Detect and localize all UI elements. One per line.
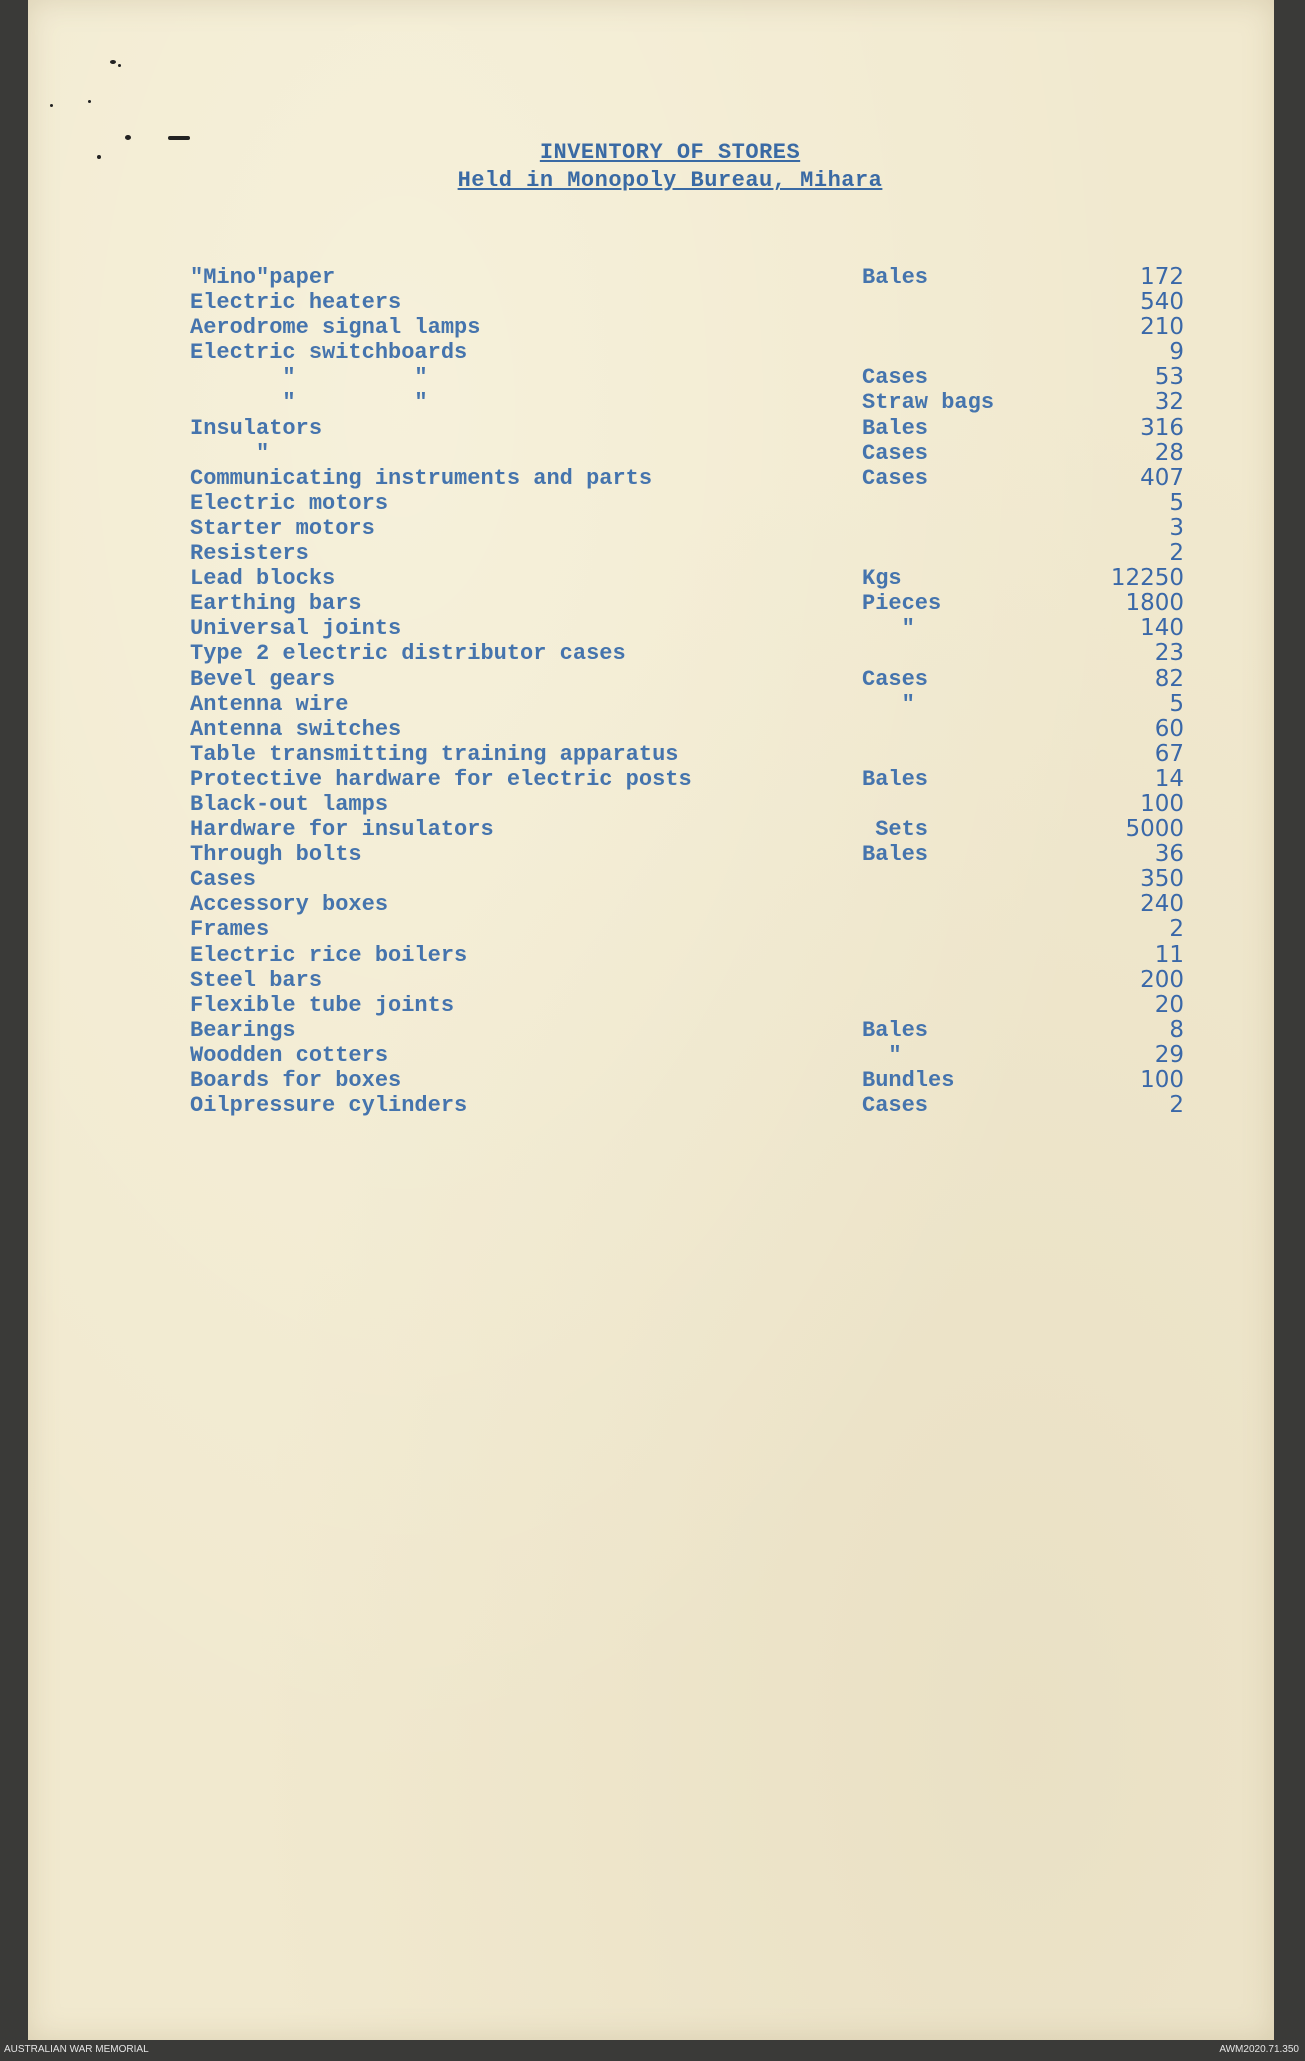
item-unit: Straw bags [862, 390, 995, 416]
inventory-row [190, 867, 1190, 892]
ink-speck [110, 60, 116, 64]
item-name: Universal joints [190, 616, 402, 642]
item-unit: Kgs [862, 566, 902, 592]
item-name: Lead blocks [190, 566, 336, 592]
inventory-row [190, 516, 1190, 541]
inventory-row [190, 717, 1190, 742]
item-quantity: 60 [1154, 715, 1184, 742]
item-unit: Bales [862, 1017, 929, 1043]
inventory-row [190, 466, 1190, 491]
inventory-row [190, 943, 1190, 968]
item-quantity: 32 [1154, 389, 1184, 416]
item-unit: Cases [862, 666, 929, 692]
item-name: " " [190, 365, 428, 391]
item-name: Bevel gears [190, 666, 336, 692]
item-name: Bearings [190, 1017, 296, 1043]
item-unit: Bundles [862, 1068, 955, 1093]
item-name: Flexible tube joints [190, 992, 455, 1018]
item-quantity: 100 [1140, 790, 1184, 817]
inventory-row [190, 290, 1190, 315]
item-name: Electric rice boilers [190, 942, 468, 968]
item-unit: Cases [862, 1093, 929, 1119]
item-quantity: 11 [1154, 941, 1184, 968]
inventory-row [190, 917, 1190, 942]
item-quantity: 240 [1140, 891, 1184, 918]
item-name: " [190, 440, 270, 466]
item-name: Type 2 electric distributor cases [190, 641, 626, 667]
item-quantity: 67 [1154, 740, 1184, 767]
item-name: Boards for boxes [190, 1068, 402, 1093]
item-name: "Mino"paper [190, 265, 336, 290]
item-name: Starter motors [190, 515, 375, 541]
inventory-row [190, 993, 1190, 1018]
item-quantity: 29 [1154, 1041, 1184, 1068]
item-name: Hardware for insulators [190, 817, 494, 843]
item-name: Antenna wire [190, 691, 349, 717]
inventory-list [190, 265, 1190, 1118]
item-unit: Bales [862, 766, 929, 792]
item-quantity: 2 [1169, 1092, 1184, 1119]
item-name: Earthing bars [190, 591, 362, 617]
inventory-row [190, 641, 1190, 666]
item-name: Table transmitting training apparatus [190, 741, 679, 767]
item-unit: Sets [862, 817, 929, 843]
inventory-row [190, 616, 1190, 641]
item-name: Resisters [190, 541, 309, 567]
inventory-row [190, 817, 1190, 842]
inventory-row [190, 1068, 1190, 1093]
item-unit: Cases [862, 465, 929, 491]
inventory-row [190, 491, 1190, 516]
item-quantity: 36 [1154, 841, 1184, 868]
document-page [28, 0, 1274, 2040]
inventory-row [190, 842, 1190, 867]
inventory-row [190, 416, 1190, 441]
inventory-row [190, 968, 1190, 993]
item-quantity: 350 [1140, 866, 1184, 893]
inventory-row [190, 315, 1190, 340]
item-name: Cases [190, 867, 257, 893]
item-name: Black-out lamps [190, 791, 389, 817]
inventory-row [190, 792, 1190, 817]
item-quantity: 8 [1169, 1016, 1184, 1043]
inventory-row [190, 767, 1190, 792]
inventory-row [190, 365, 1190, 390]
item-quantity: 5 [1169, 489, 1184, 516]
item-quantity: 12250 [1110, 565, 1184, 592]
inventory-row [190, 340, 1190, 365]
item-quantity: 3 [1169, 514, 1184, 541]
item-name: Accessory boxes [190, 892, 389, 918]
inventory-row [190, 441, 1190, 466]
inventory-row [190, 591, 1190, 616]
item-name: Frames [190, 917, 270, 943]
item-name: Aerodrome signal lamps [190, 315, 481, 341]
item-unit: Cases [862, 440, 929, 466]
item-quantity: 200 [1140, 966, 1184, 993]
item-quantity: 2 [1169, 540, 1184, 567]
item-name: Protective hardware for electric posts [190, 766, 692, 792]
item-quantity: 53 [1154, 364, 1184, 391]
item-quantity: 23 [1154, 640, 1184, 667]
inventory-row [190, 1018, 1190, 1043]
item-name: Oilpressure cylinders [190, 1093, 468, 1119]
item-name: Electric motors [190, 490, 389, 516]
ink-speck [118, 64, 121, 67]
item-quantity: 5 [1169, 690, 1184, 717]
item-quantity: 100 [1140, 1067, 1184, 1093]
ink-speck [50, 104, 53, 107]
item-name: Electric heaters [190, 290, 402, 316]
item-unit: Bales [862, 265, 929, 290]
document-subtitle: Held in Monopoly Bureau, Mihara [457, 168, 883, 193]
item-quantity: 407 [1140, 464, 1184, 491]
item-unit: Bales [862, 842, 929, 868]
item-name: Through bolts [190, 842, 362, 868]
item-name: " " [190, 390, 428, 416]
inventory-row [190, 742, 1190, 767]
item-quantity: 9 [1169, 339, 1184, 366]
footer-reference: AWM2020.71.350 [1219, 2044, 1299, 2055]
item-quantity: 140 [1140, 615, 1184, 642]
inventory-row [190, 892, 1190, 917]
item-name: Woodden cotters [190, 1042, 389, 1068]
item-unit: " [862, 616, 915, 642]
inventory-row [190, 1093, 1190, 1118]
item-quantity: 210 [1140, 314, 1184, 341]
inventory-row [190, 667, 1190, 692]
item-unit: " [862, 691, 915, 717]
item-quantity: 20 [1154, 991, 1184, 1018]
item-name: Antenna switches [190, 716, 402, 742]
inventory-row [190, 390, 1190, 415]
item-quantity: 1800 [1125, 590, 1184, 617]
item-unit: Cases [862, 365, 929, 391]
item-quantity: 5000 [1125, 816, 1184, 843]
footer-institution: AUSTRALIAN WAR MEMORIAL [4, 2044, 149, 2055]
item-name: Steel bars [190, 967, 323, 993]
item-unit: " [862, 1042, 902, 1068]
inventory-row [190, 692, 1190, 717]
document-title: INVENTORY OF STORES [539, 140, 801, 165]
inventory-row [190, 541, 1190, 566]
item-unit: Pieces [862, 591, 942, 617]
inventory-row [190, 1043, 1190, 1068]
item-quantity: 82 [1154, 665, 1184, 692]
item-quantity: 172 [1140, 264, 1184, 290]
item-name: Insulators [190, 415, 323, 441]
item-name: Communicating instruments and parts [190, 465, 653, 491]
item-name: Electric switchboards [190, 340, 468, 366]
item-quantity: 540 [1140, 289, 1184, 316]
item-quantity: 14 [1154, 765, 1184, 792]
inventory-row [190, 566, 1190, 591]
item-unit: Bales [862, 415, 929, 441]
item-quantity: 316 [1140, 414, 1184, 441]
item-quantity: 2 [1169, 916, 1184, 943]
inventory-row [190, 265, 1190, 290]
item-quantity: 28 [1154, 439, 1184, 466]
ink-speck [88, 100, 91, 103]
